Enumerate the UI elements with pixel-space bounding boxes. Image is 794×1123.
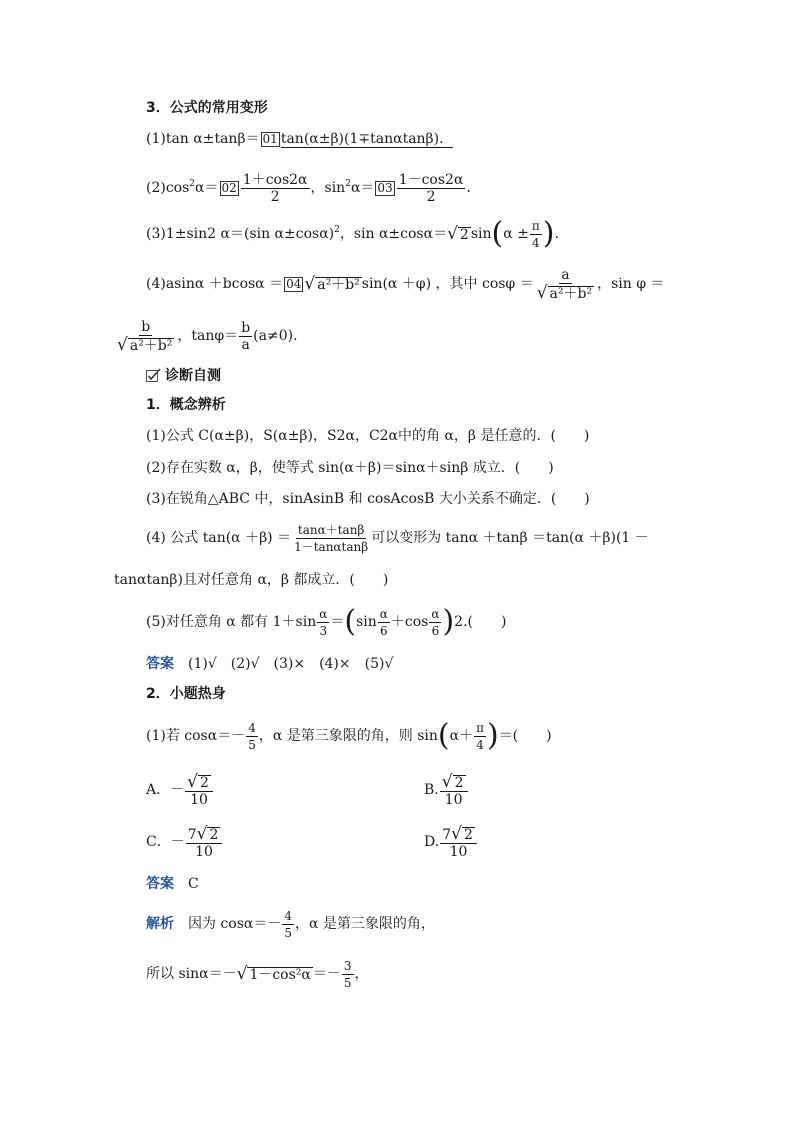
fraction (115, 319, 176, 354)
sin-label: sin (470, 226, 492, 242)
exponent: 2 (189, 179, 196, 189)
question-1-4-cont: tanαtanβ)且对任意角 α，β 都成立．( ) (114, 572, 389, 588)
denominator: 10 (190, 791, 208, 808)
fraction (282, 908, 294, 941)
option-a[interactable] (146, 768, 214, 812)
formula-4-after: sin(α ＋φ) ，其中 cosφ ＝ (361, 276, 534, 292)
option-label: C．－ (146, 834, 185, 850)
answer-label: 答案 (146, 656, 174, 672)
radicand: 2 (459, 227, 469, 243)
formula-2-end: . (466, 180, 471, 196)
question-1-2: (2)存在实数 α，β，使等式 sin(α＋β)＝sinα＋sinβ 成立．( ) (146, 460, 554, 476)
diagnosis-title: 诊断自测 (165, 368, 221, 384)
formula-3 (146, 212, 559, 252)
answer-box: 03 (377, 181, 393, 195)
right-paren: ) (542, 216, 555, 251)
answer-box: 02 (221, 181, 237, 195)
right-paren: ) (486, 718, 499, 753)
paren-inner: α ± (503, 226, 529, 242)
denominator: 3 (319, 623, 328, 638)
radical-sign: √ (236, 964, 248, 984)
q-middle: ，α 是第三象限的角，则 sin (258, 728, 438, 744)
formula-4b-mid: ，tanφ＝ (177, 328, 239, 344)
radicand: 2 (209, 826, 219, 843)
radicand: a²＋b² (317, 277, 360, 293)
sqrt (304, 275, 361, 293)
formula-2-prefix: (2)cos (146, 180, 190, 196)
paren-inner: α＋ (449, 728, 474, 744)
denominator: 10 (449, 843, 468, 860)
radicand: 2 (463, 826, 473, 843)
q4-middle: 可以变形为 tanα ＋tanβ ＝tan(α ＋β)(1 － (371, 530, 649, 546)
solution-text: ＝－ (312, 966, 341, 982)
denominator: 4 (532, 235, 540, 250)
denominator: 10 (195, 843, 213, 860)
option-label: B. (424, 782, 439, 798)
numerator: 4 (248, 720, 256, 735)
numerator: a (561, 266, 570, 283)
numerator: α (319, 606, 328, 621)
radical-sign: √ (441, 771, 453, 792)
formula-4-prefix: (4)asinα ＋bcosα ＝ (146, 276, 284, 292)
solution-text: 因为 cosα＝－ (188, 916, 282, 932)
answer-label: 答案 (146, 876, 174, 892)
formula-4 (146, 266, 664, 302)
numerator: 1＋cos2α (242, 171, 308, 188)
denominator: 4 (476, 737, 484, 752)
formula-3-left: (3)1±sin2 α＝(sin α±cosα) (146, 226, 335, 242)
solution-line-2 (146, 954, 369, 994)
equals: ＝ (330, 614, 345, 630)
answer-2 (146, 874, 199, 894)
fraction (397, 172, 466, 205)
q-prefix: (1)若 cosα＝－ (146, 728, 246, 744)
denominator: a (241, 336, 250, 353)
formula-2-mid2: α＝ (350, 180, 375, 196)
answer-text: C (188, 876, 199, 892)
numerator (440, 773, 468, 792)
radical-sign: √ (187, 771, 198, 792)
radicand: 2 (199, 774, 209, 791)
formula-4b-end: (a≠0)． (253, 328, 308, 344)
q4-prefix: (4) 公式 tan(α ＋β) ＝ (146, 530, 292, 546)
denominator (115, 336, 176, 354)
fraction (440, 773, 468, 808)
q5-end: 2.( ) (454, 614, 507, 630)
question-1-4 (146, 518, 649, 558)
denominator: 6 (379, 623, 388, 638)
right-paren: ) (442, 604, 455, 639)
exponent: 2 (334, 225, 340, 235)
denominator: 1－tanαtanβ (294, 539, 369, 554)
answer-box: 01 (262, 132, 278, 146)
fraction (440, 825, 477, 860)
numerator: b (241, 319, 251, 336)
numerator: α (379, 606, 388, 621)
fraction (292, 522, 370, 555)
plus-cos: ＋cos (390, 614, 429, 630)
coefficient: 7 (187, 826, 197, 843)
radical-sign: √ (304, 274, 316, 294)
left-paren: ( (437, 718, 450, 753)
numerator: α (431, 606, 440, 621)
solution-text: 所以 sinα＝－ (146, 966, 237, 982)
fraction (378, 606, 390, 639)
option-label: D. (424, 834, 440, 850)
radical-sign: √ (196, 823, 208, 844)
numerator (440, 825, 477, 844)
numerator: 4 (284, 908, 292, 923)
radical-sign: √ (536, 282, 548, 303)
question-1-1: (1)公式 C(α±β)，S(α±β)，S2α，C2α中的角 α，β 是任意的．( ) (146, 428, 590, 444)
fraction (342, 958, 354, 991)
numerator: b (141, 318, 151, 335)
sin-label: sin (356, 614, 377, 630)
solution-line-1 (146, 904, 435, 944)
formula-2 (146, 162, 471, 210)
formula-2-mid: α＝ (195, 180, 219, 196)
fraction (535, 267, 596, 302)
denominator: 5 (343, 975, 352, 990)
denominator (535, 284, 596, 302)
fraction (241, 172, 310, 205)
q-end: ＝( ) (498, 728, 552, 744)
check-pencil-icon (146, 368, 161, 382)
fraction (530, 218, 542, 251)
sqrt (447, 225, 471, 243)
solution-text: ， (354, 966, 369, 982)
numerator: 3 (343, 958, 352, 973)
solution-label: 解析 (146, 916, 174, 932)
radicand: 2 (454, 774, 464, 791)
formula-4-continued (114, 316, 307, 356)
fraction (317, 606, 329, 639)
radicand: a²＋b² (549, 285, 593, 302)
numerator: π (476, 720, 484, 735)
denominator: 5 (284, 925, 292, 940)
numerator (186, 825, 223, 844)
question-1-3: (3)在锐角△ABC 中，sinAsinB 和 cosAcosB 大小关系不确定．( ) (146, 491, 590, 507)
denominator: 10 (444, 791, 463, 808)
formula-2-sep: ，sin (310, 180, 346, 196)
formula-1-prefix: (1)tan α±tanβ＝ (146, 131, 260, 147)
denominator: 2 (426, 188, 436, 205)
fraction (429, 606, 441, 639)
formula-1 (146, 129, 453, 149)
option-b[interactable] (424, 768, 469, 812)
left-paren: ( (344, 604, 357, 639)
answer-1 (146, 654, 393, 674)
radical-sign: √ (451, 823, 462, 844)
fraction (185, 773, 213, 808)
left-paren: ( (491, 216, 504, 251)
fraction (246, 720, 258, 753)
numerator (185, 773, 213, 792)
section-title: 3．公式的常用变形 (146, 100, 268, 116)
fraction (474, 720, 486, 753)
denominator: 2 (270, 188, 280, 205)
fraction (186, 825, 223, 860)
sqrt (237, 965, 313, 983)
exponent: 2 (345, 179, 351, 189)
radicand: 1－cos²α (249, 967, 311, 983)
formula-3-end: . (554, 226, 559, 242)
fraction (239, 320, 252, 353)
numerator: 1－cos2α (398, 171, 464, 188)
formula-1-body: tan(α±β)(1∓tanαtanβ)． (280, 131, 454, 147)
coefficient: 7 (442, 826, 452, 843)
solution-text: ，α 是第三象限的角， (295, 916, 435, 932)
denominator: 6 (431, 623, 440, 638)
part2-title: 2．小题热身 (146, 686, 226, 702)
q5-prefix: (5)对任意角 α 都有 1＋sin (146, 614, 317, 630)
part1-title: 1．概念辨析 (146, 397, 226, 413)
question-1-5 (146, 602, 506, 642)
option-d[interactable] (424, 820, 478, 864)
radical-sign: √ (447, 224, 458, 244)
formula-4-mid: ，sin φ ＝ (597, 276, 665, 292)
radical-sign: √ (117, 334, 128, 355)
numerator: tanα＋tanβ (297, 522, 365, 537)
formula-3-mid: ，sin α±cosα＝ (339, 226, 448, 242)
option-c[interactable] (146, 820, 223, 864)
answer-text: (1)√ (2)√ (3)× (4)× (5)√ (188, 656, 394, 672)
radicand: a²＋b² (129, 337, 173, 354)
numerator: π (531, 218, 540, 233)
question-2-1 (146, 716, 552, 756)
diagnosis-heading (146, 366, 221, 386)
option-label: A．－ (146, 782, 185, 798)
answer-box: 04 (286, 277, 302, 291)
denominator: 5 (248, 737, 256, 752)
